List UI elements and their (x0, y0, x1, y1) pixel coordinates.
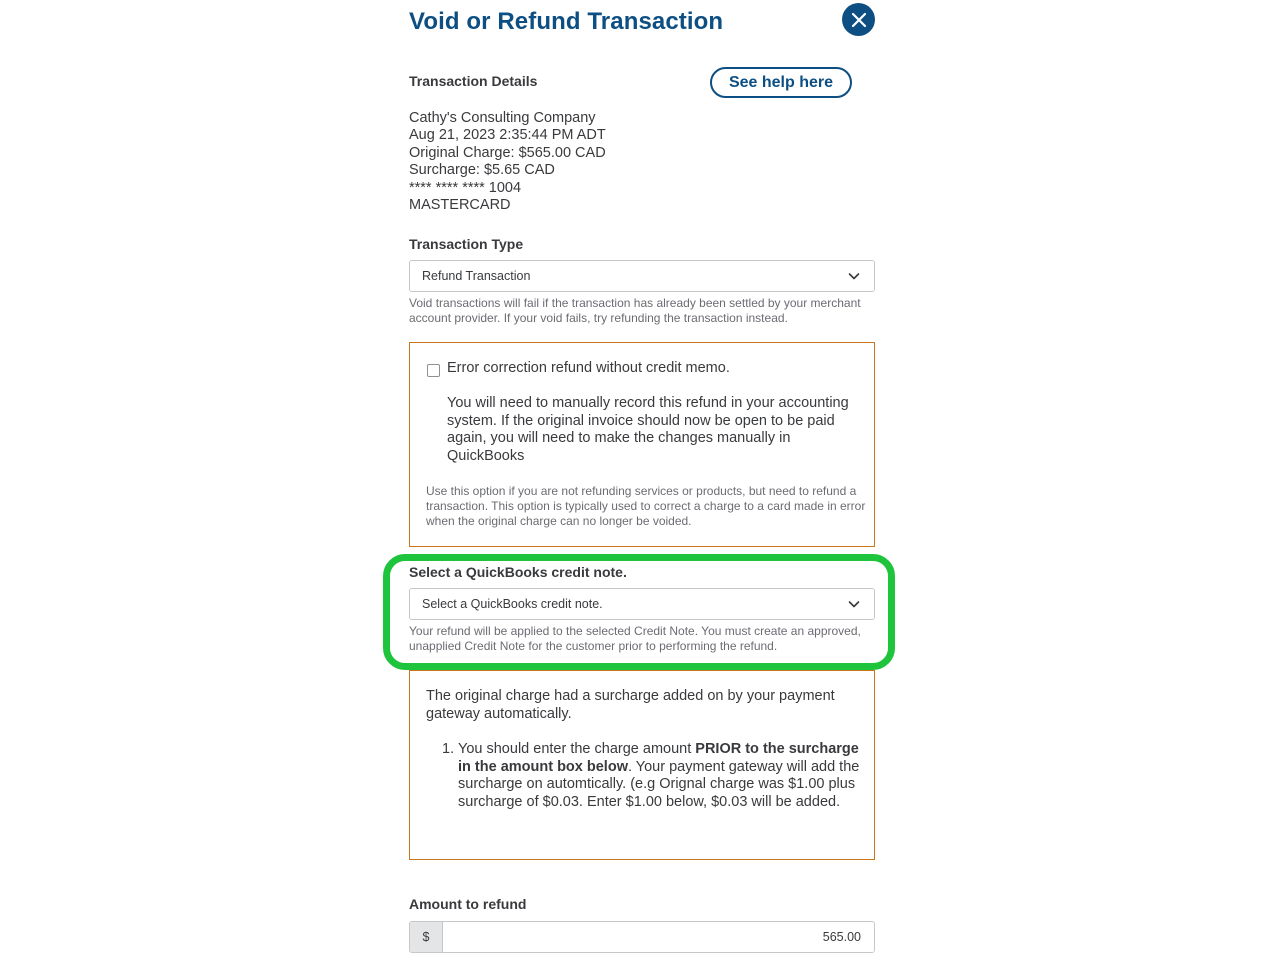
currency-prefix: $ (410, 922, 443, 952)
transaction-type-value: Refund Transaction (422, 269, 531, 283)
transaction-details (409, 110, 606, 214)
transaction-type-label: Transaction Type (409, 236, 524, 252)
close-button[interactable] (842, 3, 875, 36)
credit-note-placeholder: Select a QuickBooks credit note. (422, 597, 603, 611)
transaction-datetime: Aug 21, 2023 2:35:44 PM ADT (409, 127, 606, 144)
surcharge-notice-box (409, 670, 875, 860)
card-brand: MASTERCARD (409, 197, 511, 214)
transaction-type-hint: Void transactions will fail if the transaction has already been settled by your merchant account provider. If your void fails, try refunding the transaction instead. (409, 296, 861, 325)
chevron-down-icon (848, 598, 860, 610)
amount-field (409, 921, 875, 953)
error-correction-checkbox[interactable] (427, 364, 440, 377)
error-correction-box (409, 342, 875, 547)
error-correction-label: Error correction refund without credit memo. (447, 360, 730, 376)
company-name: Cathy's Consulting Company (409, 110, 596, 126)
instruction-post: . Your payment gateway will add the surcharge on automtically. (e.g Orignal charge was $1.00 plus surcharge of $0.03. Enter $1.00 below, $0.03 will be added. (458, 758, 860, 810)
transaction-details-label: Transaction Details (409, 73, 538, 89)
error-correction-description: You will need to manually record this refund in your accounting system. If the original invoice should now be open to be paid again, you will need to make the changes manually in QuickBooks (447, 395, 849, 464)
amount-label: Amount to refund (409, 896, 527, 912)
refund-dialog (409, 0, 875, 958)
surcharge-notice-intro: The original charge had a surcharge added on by your payment gateway automatically. (426, 688, 835, 722)
dialog-title: Void or Refund Transaction (409, 8, 724, 35)
list-number: 1. (442, 741, 455, 757)
credit-note-select[interactable] (409, 588, 875, 620)
close-icon (851, 12, 867, 28)
amount-input[interactable] (443, 922, 874, 952)
chevron-down-icon (848, 270, 860, 282)
instruction-bold: PRIOR to the surcharge in the amount box below (458, 741, 859, 775)
surcharge-instruction-text (458, 741, 862, 811)
credit-note-label: Select a QuickBooks credit note. (409, 564, 627, 580)
instruction-pre: You should enter the charge amount (458, 741, 696, 757)
error-correction-note: Use this option if you are not refunding services or products, but need to refund a transaction. This option is typically used to correct a charge to a card made in error when the original charge can no longer be voided. (426, 484, 866, 528)
see-help-button[interactable]: See help here (710, 67, 852, 98)
transaction-type-select[interactable] (409, 260, 875, 292)
original-charge: Original Charge: $565.00 CAD (409, 144, 606, 161)
card-number: **** **** **** 1004 (409, 179, 522, 196)
surcharge: Surcharge: $5.65 CAD (409, 162, 555, 179)
credit-note-hint: Your refund will be applied to the selected Credit Note. You must create an approved, unapplied Credit Note for the customer prior to performing the refund. (409, 624, 861, 653)
